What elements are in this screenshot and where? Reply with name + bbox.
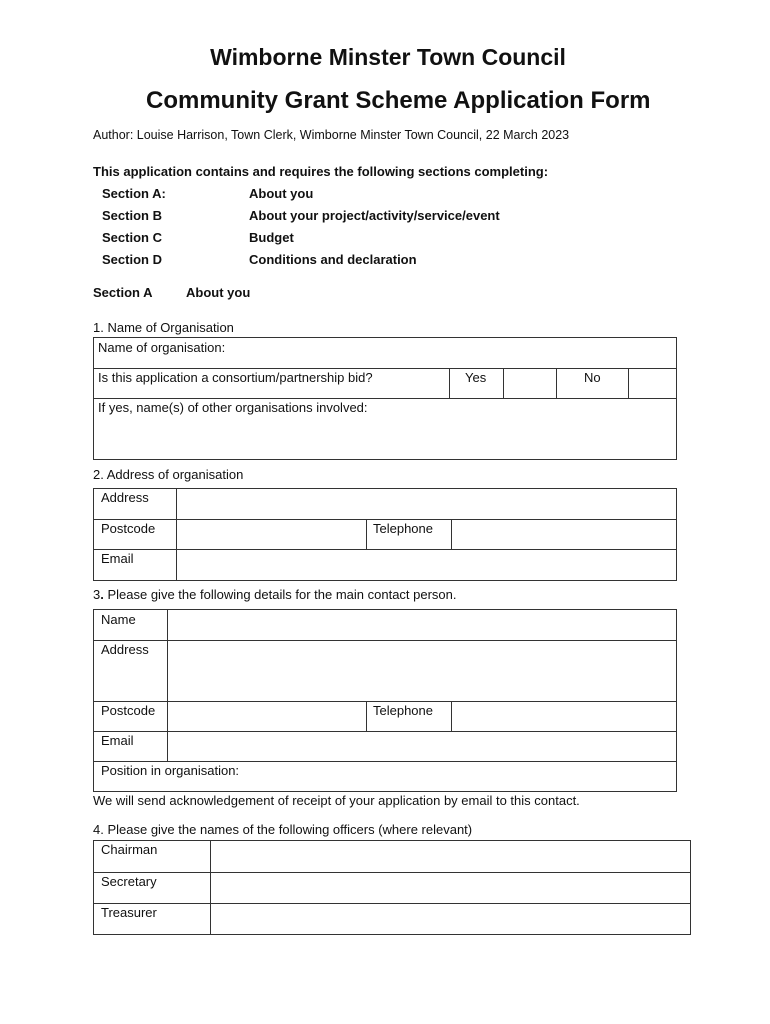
contact-postcode-input[interactable] bbox=[169, 702, 365, 730]
chairman-input[interactable] bbox=[212, 842, 688, 871]
contact-address-label: Address bbox=[101, 642, 149, 657]
intro-section-b-desc: About your project/activity/service/event bbox=[249, 208, 500, 223]
org-email-label: Email bbox=[101, 551, 134, 566]
contact-email-label: Email bbox=[101, 733, 134, 748]
treasurer-label: Treasurer bbox=[101, 905, 157, 920]
consortium-yes-label: Yes bbox=[465, 370, 487, 385]
q3-heading-dot: . bbox=[100, 587, 104, 602]
secretary-label: Secretary bbox=[101, 874, 157, 889]
form-title: Community Grant Scheme Application Form bbox=[146, 87, 651, 114]
org-address-input[interactable] bbox=[178, 490, 674, 518]
q3-table bbox=[93, 609, 677, 792]
q4-heading: 4. Please give the names of the following officers (where relevant) bbox=[93, 822, 473, 837]
contact-postcode-label: Postcode bbox=[101, 703, 156, 718]
q3-heading-text: Please give the following details for the main contact person. bbox=[103, 587, 457, 602]
org-name-label: Name of organisation: bbox=[98, 340, 226, 355]
contact-position-input[interactable] bbox=[264, 762, 674, 790]
intro-section-d-label: Section D bbox=[102, 252, 162, 267]
consortium-label: Is this application a consortium/partnership bid? bbox=[98, 370, 373, 385]
section-a-title: About you bbox=[186, 285, 251, 300]
org-telephone-input[interactable] bbox=[453, 520, 674, 548]
q1-heading: 1. Name of Organisation bbox=[93, 320, 234, 335]
consortium-no-label: No bbox=[584, 370, 601, 385]
consortium-no-box[interactable] bbox=[629, 369, 676, 397]
q2-heading: 2. Address of organisation bbox=[93, 467, 244, 482]
org-email-input[interactable] bbox=[178, 550, 674, 578]
consortium-yes-box[interactable] bbox=[504, 369, 555, 397]
org-postcode-label: Postcode bbox=[101, 521, 156, 536]
section-a-label: Section A bbox=[93, 285, 153, 300]
q2-table bbox=[93, 488, 677, 581]
contact-email-input[interactable] bbox=[169, 732, 674, 760]
q3-heading-number: 3 bbox=[93, 587, 101, 602]
org-name-input[interactable] bbox=[244, 339, 674, 367]
contact-telephone-input[interactable] bbox=[453, 702, 674, 730]
intro-section-a-label: Section A: bbox=[102, 186, 166, 201]
intro-section-a-desc: About you bbox=[249, 186, 314, 201]
intro-section-d-desc: Conditions and declaration bbox=[249, 252, 417, 267]
author-line: Author: Louise Harrison, Town Clerk, Wimborne Minster Town Council, 22 March 2023 bbox=[93, 128, 570, 142]
contact-name-label: Name bbox=[101, 612, 136, 627]
secretary-input[interactable] bbox=[212, 873, 688, 902]
page-title: Wimborne Minster Town Council bbox=[210, 44, 566, 70]
q4-table bbox=[93, 840, 691, 935]
contact-telephone-label: Telephone bbox=[373, 703, 433, 718]
treasurer-input[interactable] bbox=[212, 904, 688, 933]
intro-section-b-label: Section B bbox=[102, 208, 162, 223]
q3-heading bbox=[93, 587, 457, 602]
chairman-label: Chairman bbox=[101, 842, 158, 857]
contact-name-input[interactable] bbox=[169, 611, 674, 639]
intro-section-c-label: Section C bbox=[102, 230, 162, 245]
contact-address-input[interactable] bbox=[169, 641, 674, 700]
q1-table bbox=[93, 337, 677, 460]
org-postcode-input[interactable] bbox=[178, 520, 365, 548]
org-telephone-label: Telephone bbox=[373, 521, 433, 536]
intro-section-c-desc: Budget bbox=[249, 230, 294, 245]
other-orgs-label: If yes, name(s) of other organisations involved: bbox=[98, 400, 368, 415]
acknowledgement-note: We will send acknowledgement of receipt of your application by email to this contact. bbox=[93, 793, 580, 808]
org-address-label: Address bbox=[101, 490, 149, 505]
intro-text: This application contains and requires the following sections completing: bbox=[93, 164, 549, 179]
contact-position-label: Position in organisation: bbox=[101, 763, 240, 778]
other-orgs-input[interactable] bbox=[96, 418, 674, 458]
